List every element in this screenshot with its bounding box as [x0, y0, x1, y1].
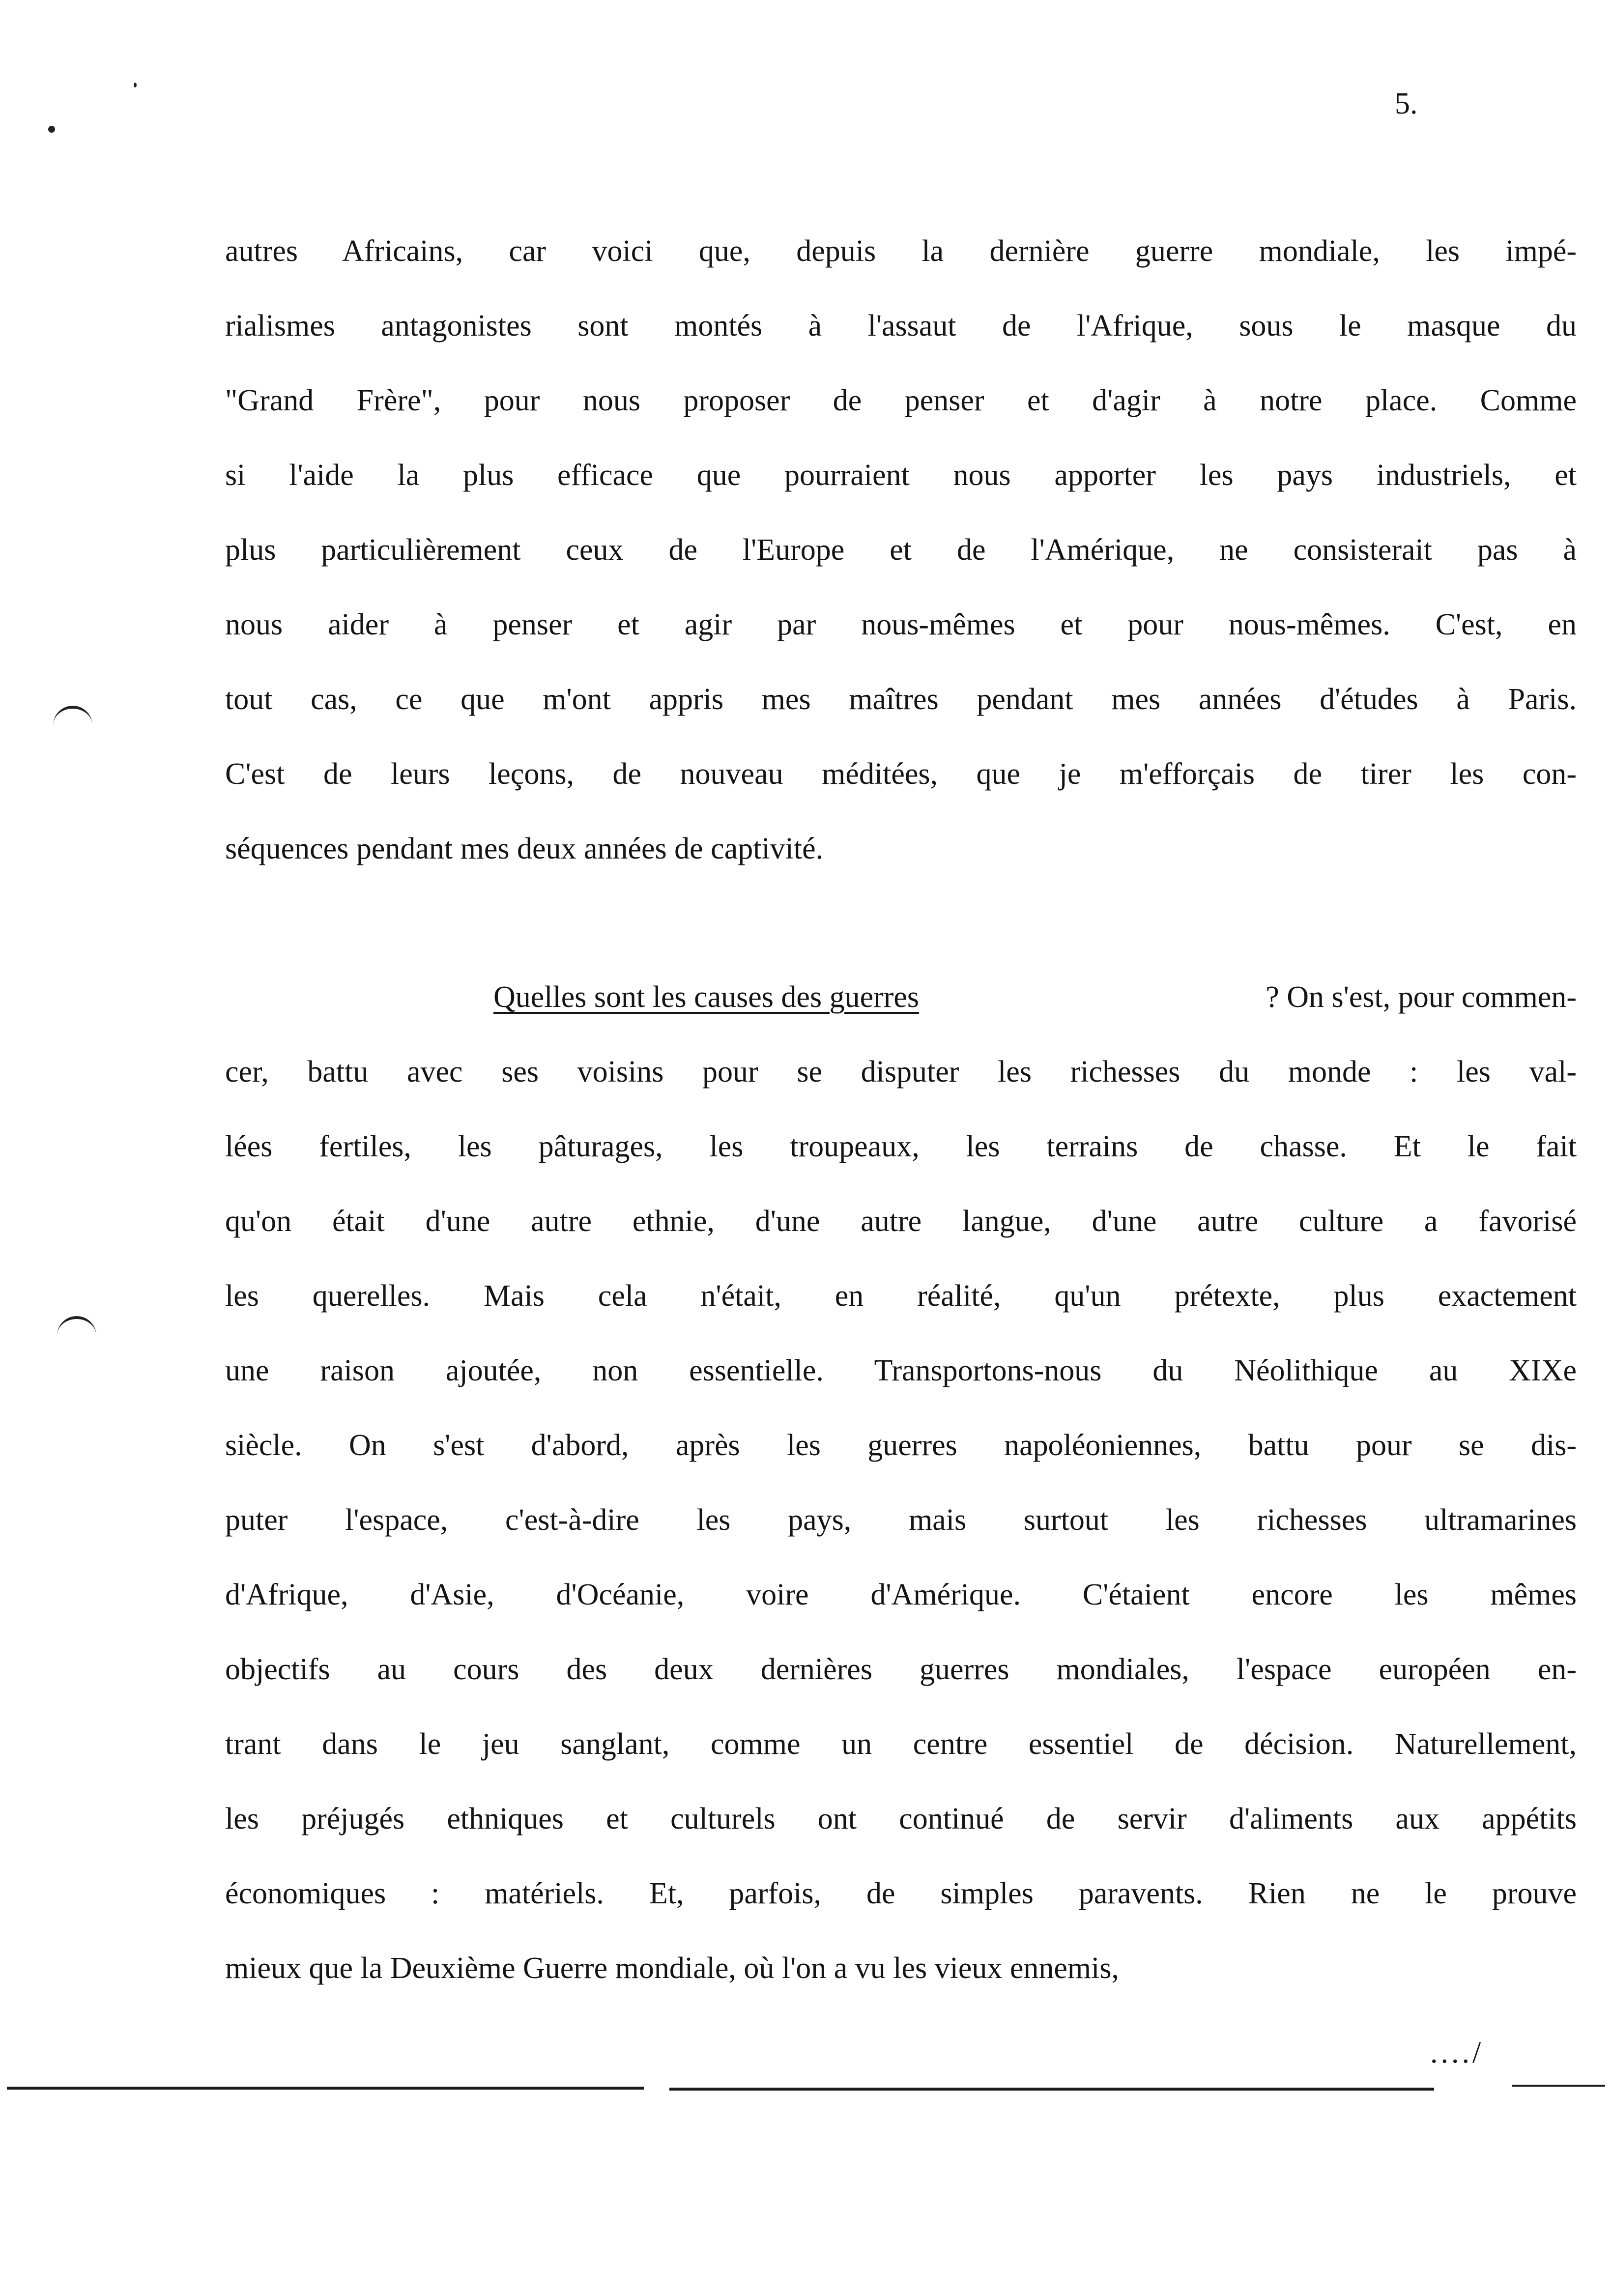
continuation-mark: ..../ — [1430, 2036, 1484, 2069]
text-line: séquences pendant mes deux années de captivité. — [225, 832, 824, 865]
bottom-rule — [669, 2088, 1434, 2091]
text-line: plus particulièrement ceux de l'Europe et de l'Amérique, ne consisterait pas à — [225, 533, 1577, 567]
text-line: "Grand Frère", pour nous proposer de penser et d'agir à notre place. Comme — [225, 384, 1577, 417]
text-line: économiques : matériels. Et, parfois, de simples paravents. Rien ne le prouve — [225, 1877, 1577, 1910]
scan-mark — [53, 706, 92, 728]
page-number: 5. — [1395, 87, 1418, 120]
bottom-rule — [1512, 2085, 1605, 2087]
bottom-rule — [7, 2087, 644, 2090]
text-line: C'est de leurs leçons, de nouveau méditées, que je m'efforçais de tirer les con- — [225, 757, 1577, 791]
text-line: objectifs au cours des deux dernières guerres mondiales, l'espace européen en- — [225, 1653, 1577, 1686]
section-heading: Quelles sont les causes des guerres — [493, 980, 920, 1014]
text-line: tout cas, ce que m'ont appris mes maîtres pendant mes années d'études à Paris. — [225, 683, 1577, 716]
text-line: cer, battu avec ses voisins pour se disputer les richesses du monde : les val- — [225, 1055, 1577, 1089]
text-line: d'Afrique, d'Asie, d'Océanie, voire d'Amérique. C'étaient encore les mêmes — [225, 1578, 1577, 1611]
text-line-heading — [493, 982, 1577, 1012]
text-line: mieux que la Deuxième Guerre mondiale, où l'on a vu les vieux ennemis, — [225, 1952, 1119, 1985]
scan-speck — [134, 83, 137, 87]
heading-line-rest: ? On s'est, pour commen- — [1258, 980, 1577, 1014]
text-line: lées fertiles, les pâturages, les troupeaux, les terrains de chasse. Et le fait — [225, 1130, 1577, 1163]
text-line: si l'aide la plus efficace que pourraient nous apporter les pays industriels, et — [225, 459, 1577, 492]
text-line: les préjugés ethniques et culturels ont continué de servir d'aliments aux appétits — [225, 1802, 1577, 1836]
text-line: qu'on était d'une autre ethnie, d'une autre langue, d'une autre culture a favorisé — [225, 1205, 1577, 1238]
scan-mark — [57, 1316, 96, 1339]
text-line: rialismes antagonistes sont montés à l'assaut de l'Afrique, sous le masque du — [225, 309, 1577, 343]
text-line: trant dans le jeu sanglant, comme un centre essentiel de décision. Naturellement, — [225, 1727, 1577, 1761]
text-line: autres Africains, car voici que, depuis la dernière guerre mondiale, les impé- — [225, 234, 1577, 268]
text-line: puter l'espace, c'est-à-dire les pays, mais surtout les richesses ultramarines — [225, 1503, 1577, 1537]
text-line: nous aider à penser et agir par nous-mêmes et pour nous-mêmes. C'est, en — [225, 608, 1577, 641]
scan-speck — [48, 126, 55, 133]
text-line: une raison ajoutée, non essentielle. Transportons-nous du Néolithique au XIXe — [225, 1354, 1577, 1387]
text-line: les querelles. Mais cela n'était, en réalité, qu'un prétexte, plus exactement — [225, 1279, 1577, 1313]
text-line: siècle. On s'est d'abord, après les guerres napoléoniennes, battu pour se dis- — [225, 1429, 1577, 1462]
